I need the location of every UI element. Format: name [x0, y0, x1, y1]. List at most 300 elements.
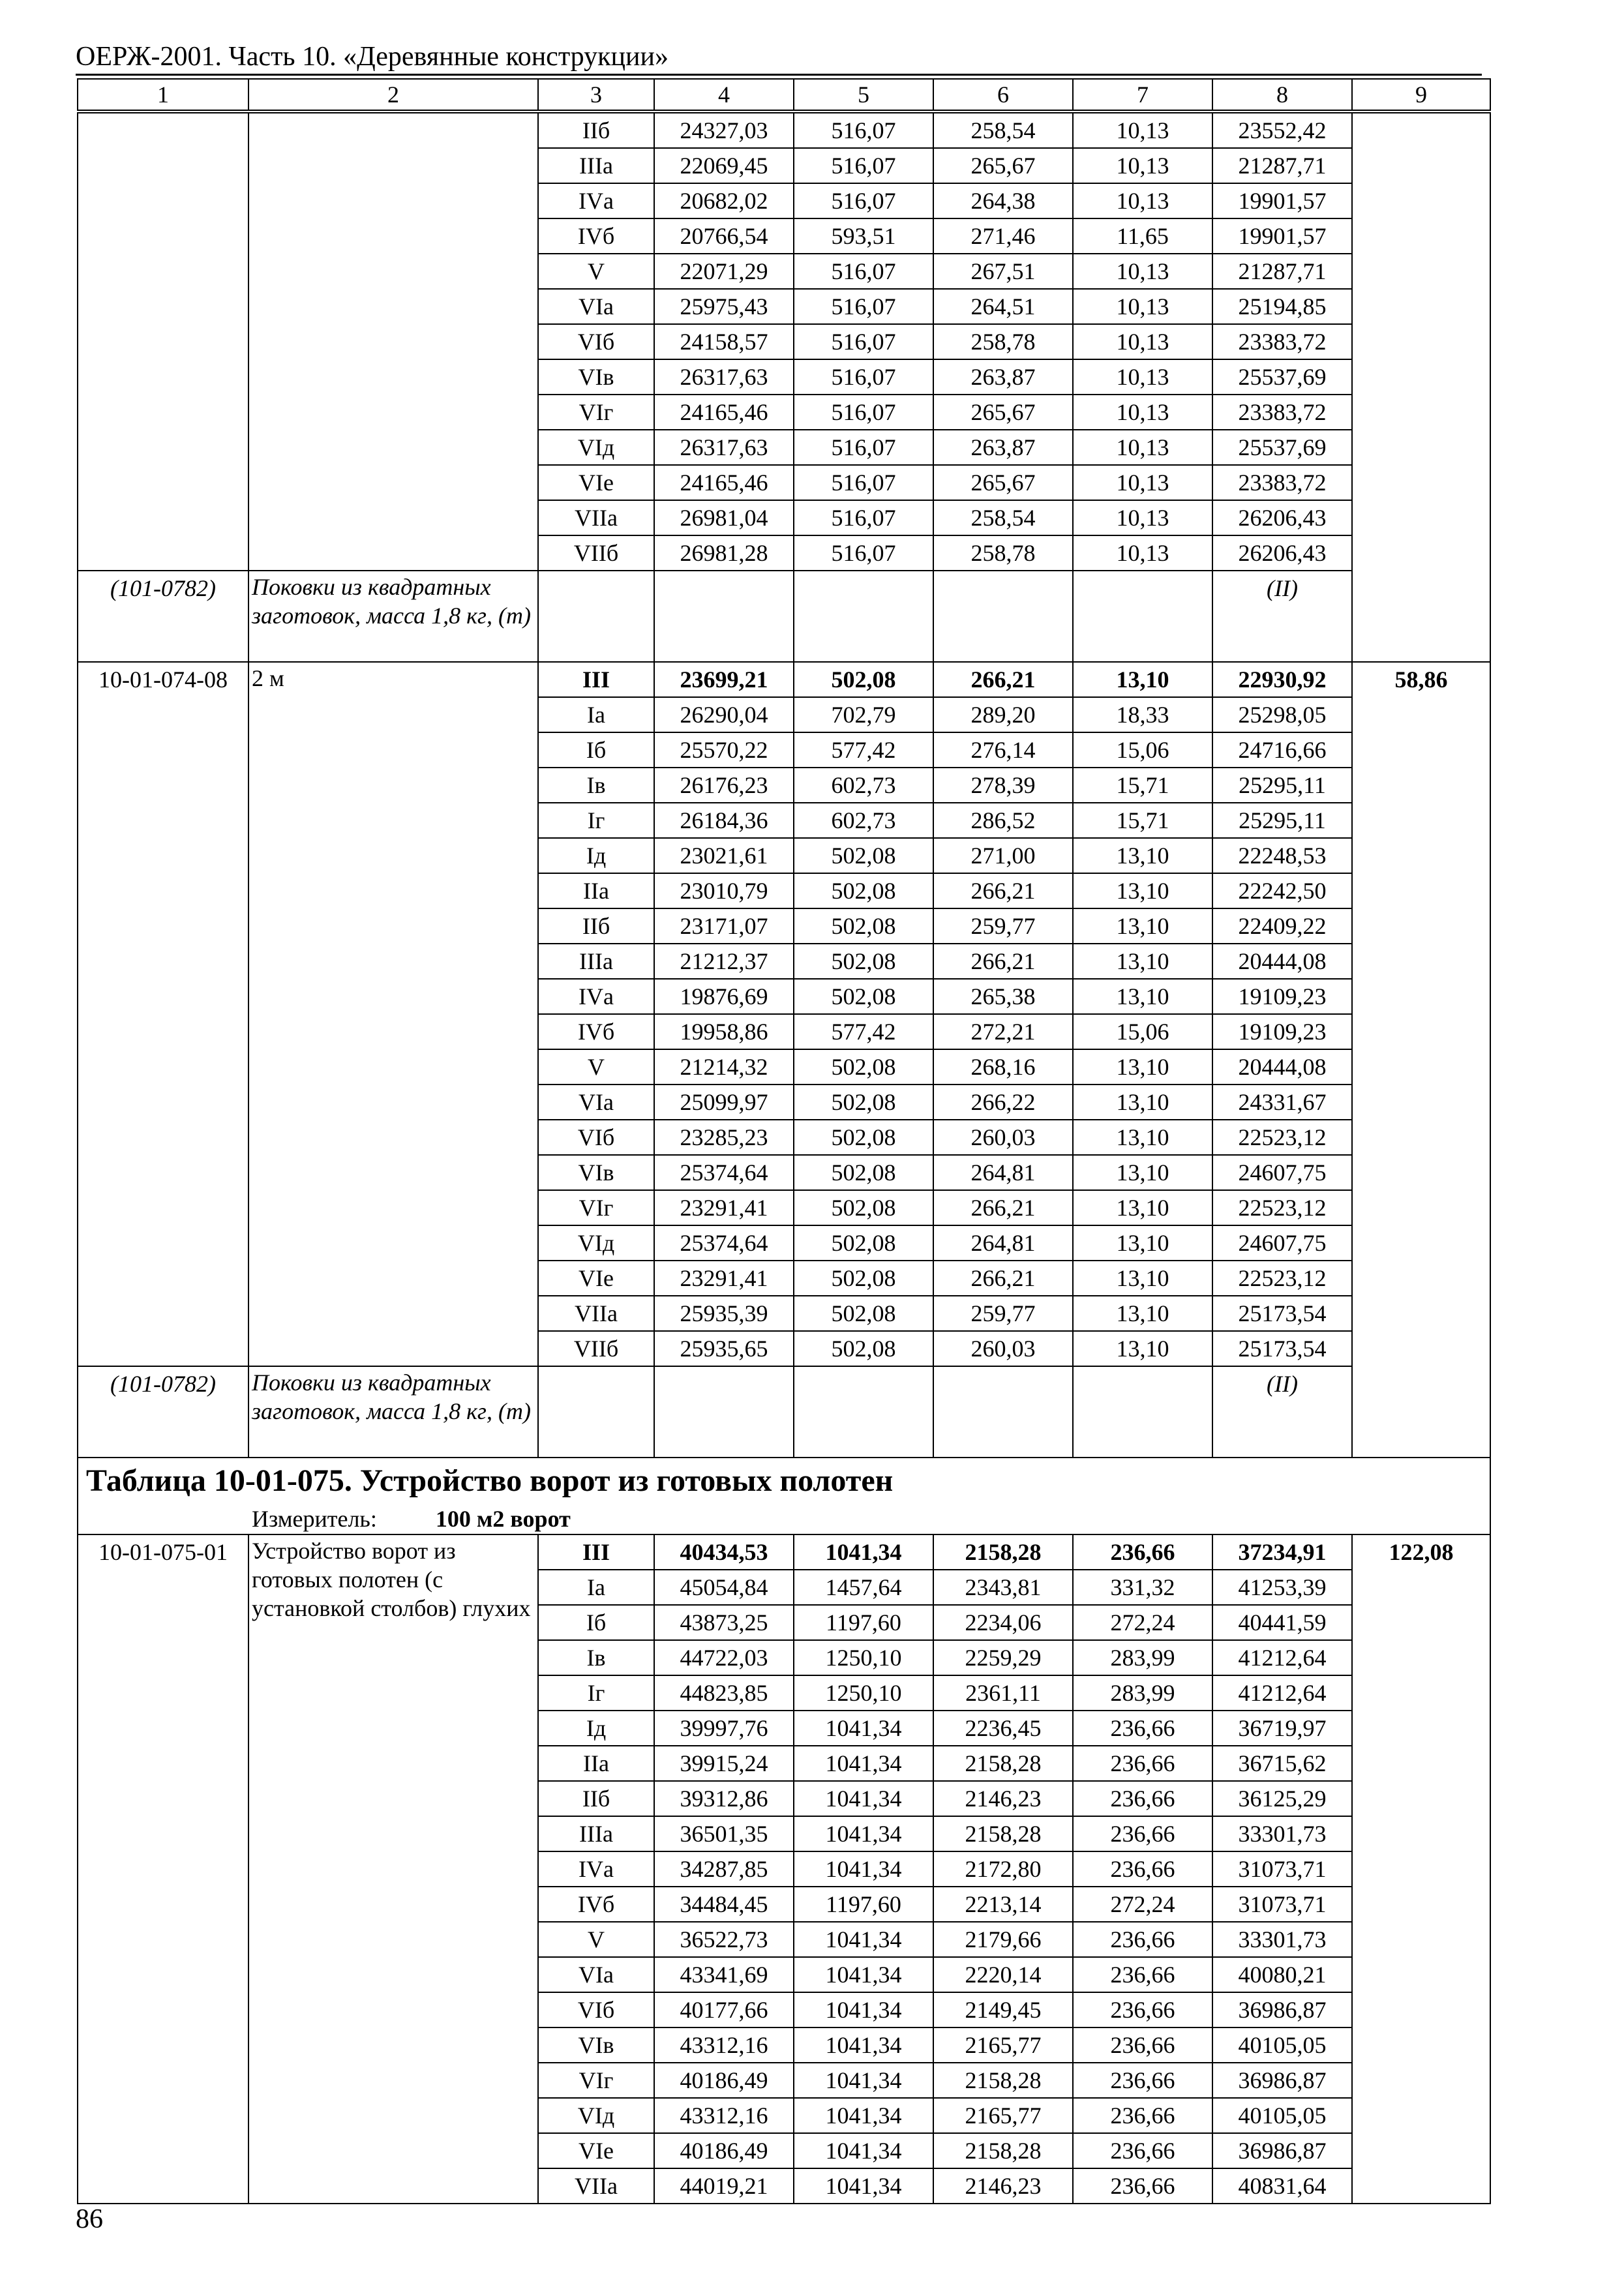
- value-cell: 19958,86: [654, 1014, 794, 1049]
- zone-cell: VIд: [538, 2098, 654, 2133]
- value-cell: 10,13: [1073, 465, 1212, 500]
- page-number: 86: [76, 2204, 103, 2234]
- value-cell: 23383,72: [1212, 324, 1352, 359]
- value-cell: 502,08: [794, 1225, 933, 1261]
- value-cell: 25298,05: [1212, 697, 1352, 732]
- empty-cell: [538, 571, 654, 662]
- value-cell: 1041,34: [794, 1922, 933, 1957]
- value-cell: 34287,85: [654, 1851, 794, 1887]
- value-cell: 502,08: [794, 1049, 933, 1085]
- value-cell: 13,10: [1073, 944, 1212, 979]
- value-cell: 1250,10: [794, 1675, 933, 1711]
- zone-cell: Iг: [538, 1675, 654, 1711]
- value-cell: 516,07: [794, 430, 933, 465]
- value-cell: 516,07: [794, 500, 933, 535]
- value-cell: 264,81: [933, 1155, 1073, 1190]
- value-cell: 577,42: [794, 732, 933, 768]
- value-cell: 2158,28: [933, 1816, 1073, 1851]
- value-cell: 20766,54: [654, 218, 794, 254]
- value-cell: 23291,41: [654, 1190, 794, 1225]
- value-cell: 2220,14: [933, 1957, 1073, 1992]
- value-cell: 502,08: [794, 979, 933, 1014]
- value-cell: 602,73: [794, 768, 933, 803]
- value-cell: 36501,35: [654, 1816, 794, 1851]
- value-cell: 502,08: [794, 662, 933, 697]
- value-cell: 40441,59: [1212, 1605, 1352, 1640]
- column-number-cell: 6: [933, 79, 1073, 110]
- block-10-01-074-08: [78, 662, 1490, 1458]
- zone-cell: VIб: [538, 324, 654, 359]
- value-cell: 34484,45: [654, 1887, 794, 1922]
- value-cell: 502,08: [794, 873, 933, 908]
- empty-cell: [794, 1366, 933, 1458]
- value-cell: 23021,61: [654, 838, 794, 873]
- value-cell: 36715,62: [1212, 1746, 1352, 1781]
- value-cell: 19901,57: [1212, 183, 1352, 218]
- value-cell: 286,52: [933, 803, 1073, 838]
- value-cell: 516,07: [794, 359, 933, 395]
- zone-cell: VIд: [538, 1225, 654, 1261]
- value-cell: 44019,21: [654, 2168, 794, 2204]
- value-cell: 43312,16: [654, 2027, 794, 2063]
- value-cell: 25099,97: [654, 1085, 794, 1120]
- value-cell: 31073,71: [1212, 1887, 1352, 1922]
- value-cell: 1041,34: [794, 1957, 933, 1992]
- zone-cell: V: [538, 1922, 654, 1957]
- value-cell: 2158,28: [933, 2063, 1073, 2098]
- value-cell: 266,21: [933, 662, 1073, 697]
- value-cell: 36986,87: [1212, 2063, 1352, 2098]
- column-number-cell: 3: [538, 79, 654, 110]
- zone-cell: IVб: [538, 1887, 654, 1922]
- value-cell: 22409,22: [1212, 908, 1352, 944]
- value-cell: 23010,79: [654, 873, 794, 908]
- value-cell: 236,66: [1073, 2168, 1212, 2204]
- value-cell: 25173,54: [1212, 1296, 1352, 1331]
- value-cell: 236,66: [1073, 2063, 1212, 2098]
- price-code: [78, 113, 248, 571]
- zone-cell: IIIа: [538, 1816, 654, 1851]
- value-cell: 19109,23: [1212, 1014, 1352, 1049]
- value-cell: 10,13: [1073, 430, 1212, 465]
- value-cell: 26290,04: [654, 697, 794, 732]
- value-cell: 236,66: [1073, 1746, 1212, 1781]
- column-number-cell: 8: [1212, 79, 1352, 110]
- value-cell: 13,10: [1073, 1331, 1212, 1366]
- value-cell: 22523,12: [1212, 1120, 1352, 1155]
- value-cell: 24165,46: [654, 395, 794, 430]
- value-cell: 702,79: [794, 697, 933, 732]
- value-cell: 2158,28: [933, 2133, 1073, 2168]
- value-cell: 40434,53: [654, 1534, 794, 1570]
- value-cell: 41253,39: [1212, 1570, 1352, 1605]
- value-cell: 516,07: [794, 395, 933, 430]
- value-cell: 2165,77: [933, 2027, 1073, 2063]
- value-cell: 15,06: [1073, 1014, 1212, 1049]
- value-cell: 11,65: [1073, 218, 1212, 254]
- zone-cell: VIв: [538, 1155, 654, 1190]
- value-cell: 20682,02: [654, 183, 794, 218]
- value-cell: 236,66: [1073, 1957, 1212, 1992]
- value-cell: 236,66: [1073, 1816, 1212, 1851]
- value-cell: 36522,73: [654, 1922, 794, 1957]
- value-cell: 2158,28: [933, 1746, 1073, 1781]
- empty-cell: [794, 571, 933, 662]
- value-cell: 236,66: [1073, 1851, 1212, 1887]
- value-cell: 236,66: [1073, 2133, 1212, 2168]
- value-cell: 24158,57: [654, 324, 794, 359]
- zone-cell: VIв: [538, 359, 654, 395]
- value-cell: 21214,32: [654, 1049, 794, 1085]
- zone-cell: VIв: [538, 2027, 654, 2063]
- value-cell: 13,10: [1073, 1190, 1212, 1225]
- table-row: [78, 662, 1490, 697]
- value-cell: 283,99: [1073, 1640, 1212, 1675]
- zone-cell: VIг: [538, 2063, 654, 2098]
- zone-cell: VIб: [538, 1992, 654, 2027]
- value-cell: 13,10: [1073, 838, 1212, 873]
- value-cell: 266,21: [933, 944, 1073, 979]
- column-number-cell: 1: [78, 79, 248, 110]
- value-cell: 25295,11: [1212, 803, 1352, 838]
- value-cell: 502,08: [794, 1190, 933, 1225]
- value-cell: 1041,34: [794, 1992, 933, 2027]
- value-cell: 577,42: [794, 1014, 933, 1049]
- value-cell: 271,46: [933, 218, 1073, 254]
- value-cell: 24716,66: [1212, 732, 1352, 768]
- value-cell: 23291,41: [654, 1261, 794, 1296]
- zone-cell: Iв: [538, 768, 654, 803]
- value-cell: 13,10: [1073, 662, 1212, 697]
- value-cell: 502,08: [794, 1296, 933, 1331]
- value-cell: 1457,64: [794, 1570, 933, 1605]
- zone-cell: VIб: [538, 1120, 654, 1155]
- value-cell: 2172,80: [933, 1851, 1073, 1887]
- value-cell: 15,71: [1073, 803, 1212, 838]
- value-cell: 266,22: [933, 1085, 1073, 1120]
- value-cell: 236,66: [1073, 2098, 1212, 2133]
- value-cell: 258,78: [933, 324, 1073, 359]
- value-cell: 272,24: [1073, 1605, 1212, 1640]
- value-cell: 25537,69: [1212, 430, 1352, 465]
- empty-cell: [1073, 571, 1212, 662]
- column-number-cell: 9: [1352, 79, 1490, 110]
- measure-row: [78, 1504, 1490, 1534]
- value-cell: 502,08: [794, 944, 933, 979]
- value-cell: 260,03: [933, 1331, 1073, 1366]
- value-cell: 266,21: [933, 1261, 1073, 1296]
- zone-cell: VIIа: [538, 1296, 654, 1331]
- labor-cost: 58,86: [1352, 662, 1490, 1458]
- value-cell: 267,51: [933, 254, 1073, 289]
- column-number-cell: 4: [654, 79, 794, 110]
- value-cell: 10,13: [1073, 113, 1212, 148]
- value-cell: 19109,23: [1212, 979, 1352, 1014]
- measure-label: Измеритель:: [252, 1506, 377, 1532]
- labor-cost: 122,08: [1352, 1534, 1490, 2204]
- empty-cell: [654, 571, 794, 662]
- value-cell: 24331,67: [1212, 1085, 1352, 1120]
- value-cell: 1041,34: [794, 1851, 933, 1887]
- value-cell: 41212,64: [1212, 1640, 1352, 1675]
- value-cell: 2213,14: [933, 1887, 1073, 1922]
- value-cell: 2234,06: [933, 1605, 1073, 1640]
- zone-cell: III: [538, 1534, 654, 1570]
- value-cell: 10,13: [1073, 254, 1212, 289]
- value-cell: 26981,28: [654, 535, 794, 571]
- zone-cell: VIе: [538, 2133, 654, 2168]
- value-cell: 31073,71: [1212, 1851, 1352, 1887]
- value-cell: 24607,75: [1212, 1225, 1352, 1261]
- value-cell: 26206,43: [1212, 535, 1352, 571]
- value-cell: 43312,16: [654, 2098, 794, 2133]
- empty-cell: [654, 1366, 794, 1458]
- value-cell: 236,66: [1073, 1992, 1212, 2027]
- value-cell: 278,39: [933, 768, 1073, 803]
- block-10-01-075-01: [78, 1534, 1490, 2204]
- value-cell: 2179,66: [933, 1922, 1073, 1957]
- value-cell: 1041,34: [794, 1711, 933, 1746]
- value-cell: 19901,57: [1212, 218, 1352, 254]
- labor-cost: [1352, 113, 1490, 662]
- value-cell: 26981,04: [654, 500, 794, 535]
- value-cell: 516,07: [794, 113, 933, 148]
- zone-cell: VIе: [538, 465, 654, 500]
- value-cell: 10,13: [1073, 500, 1212, 535]
- value-cell: 236,66: [1073, 1781, 1212, 1816]
- value-cell: 283,99: [1073, 1675, 1212, 1711]
- value-cell: 22248,53: [1212, 838, 1352, 873]
- value-cell: 36719,97: [1212, 1711, 1352, 1746]
- zone-cell: VIа: [538, 289, 654, 324]
- empty-cell: [1073, 1366, 1212, 1458]
- value-cell: 1041,34: [794, 1534, 933, 1570]
- value-cell: 236,66: [1073, 1534, 1212, 1570]
- section-title-row: [78, 1458, 1490, 1504]
- value-cell: 15,71: [1073, 768, 1212, 803]
- value-cell: 13,10: [1073, 873, 1212, 908]
- value-cell: 1041,34: [794, 2168, 933, 2204]
- value-cell: 36125,29: [1212, 1781, 1352, 1816]
- resource-code: (101-0782): [78, 571, 248, 662]
- column-number-cell: 2: [248, 79, 538, 110]
- value-cell: 22930,92: [1212, 662, 1352, 697]
- column-number-cell: 5: [794, 79, 933, 110]
- value-cell: 265,38: [933, 979, 1073, 1014]
- zone-cell: VIг: [538, 1190, 654, 1225]
- value-cell: 36986,87: [1212, 2133, 1352, 2168]
- zone-cell: VIIа: [538, 2168, 654, 2204]
- value-cell: 10,13: [1073, 183, 1212, 218]
- value-cell: 26206,43: [1212, 500, 1352, 535]
- value-cell: 25173,54: [1212, 1331, 1352, 1366]
- value-cell: 33301,73: [1212, 1922, 1352, 1957]
- value-cell: 1041,34: [794, 1746, 933, 1781]
- value-cell: 502,08: [794, 1331, 933, 1366]
- value-cell: 10,13: [1073, 535, 1212, 571]
- value-cell: 41212,64: [1212, 1675, 1352, 1711]
- value-cell: 10,13: [1073, 324, 1212, 359]
- value-cell: 516,07: [794, 183, 933, 218]
- value-cell: 40105,05: [1212, 2027, 1352, 2063]
- value-cell: 258,54: [933, 113, 1073, 148]
- measure-value: 100 м2 ворот: [435, 1506, 571, 1532]
- value-cell: 502,08: [794, 908, 933, 944]
- value-cell: 516,07: [794, 535, 933, 571]
- value-cell: 25374,64: [654, 1225, 794, 1261]
- section-title: Таблица 10-01-075. Устройство ворот из готовых полотен: [78, 1458, 1490, 1504]
- value-cell: 25935,65: [654, 1331, 794, 1366]
- value-cell: 516,07: [794, 465, 933, 500]
- measure-cell: [78, 1504, 1490, 1534]
- page-header-title: ОЕРЖ-2001. Часть 10. «Деревянные конструкции»: [76, 42, 669, 72]
- resource-name: Поковки из квадратных заготовок, масса 1,8 кг, (т): [248, 1366, 538, 1458]
- value-cell: 26176,23: [654, 768, 794, 803]
- value-cell: 39312,86: [654, 1781, 794, 1816]
- value-cell: 260,03: [933, 1120, 1073, 1155]
- zone-cell: V: [538, 254, 654, 289]
- table-row: [78, 1534, 1490, 1570]
- value-cell: 13,10: [1073, 1085, 1212, 1120]
- value-cell: 39915,24: [654, 1746, 794, 1781]
- value-cell: 265,67: [933, 465, 1073, 500]
- value-cell: 23285,23: [654, 1120, 794, 1155]
- value-cell: 1041,34: [794, 2133, 933, 2168]
- work-name: 2 м: [248, 662, 538, 1366]
- empty-cell: [933, 571, 1073, 662]
- value-cell: 13,10: [1073, 908, 1212, 944]
- zone-cell: VIд: [538, 430, 654, 465]
- zone-cell: IVб: [538, 1014, 654, 1049]
- value-cell: 13,10: [1073, 1296, 1212, 1331]
- zone-cell: VIIа: [538, 500, 654, 535]
- value-cell: 44823,85: [654, 1675, 794, 1711]
- value-cell: 272,21: [933, 1014, 1073, 1049]
- zone-cell: IIб: [538, 908, 654, 944]
- value-cell: 289,20: [933, 697, 1073, 732]
- value-cell: 44722,03: [654, 1640, 794, 1675]
- value-cell: 39997,76: [654, 1711, 794, 1746]
- value-cell: 516,07: [794, 148, 933, 183]
- zone-cell: Iб: [538, 732, 654, 768]
- value-cell: 502,08: [794, 1155, 933, 1190]
- value-cell: 602,73: [794, 803, 933, 838]
- value-cell: 516,07: [794, 324, 933, 359]
- price-table: [77, 112, 1491, 2204]
- value-cell: 1197,60: [794, 1887, 933, 1922]
- zone-cell: IIIа: [538, 148, 654, 183]
- value-cell: 22071,29: [654, 254, 794, 289]
- zone-cell: III: [538, 662, 654, 697]
- work-name: Устройство ворот из готовых полотен (с установкой столбов) глухих: [248, 1534, 538, 2204]
- block-1074-07-continued: [78, 113, 1490, 662]
- value-cell: 23171,07: [654, 908, 794, 944]
- value-cell: 268,16: [933, 1049, 1073, 1085]
- value-cell: 266,21: [933, 1190, 1073, 1225]
- header-divider: [76, 74, 1482, 76]
- value-cell: 43341,69: [654, 1957, 794, 1992]
- value-cell: 22242,50: [1212, 873, 1352, 908]
- value-cell: 2146,23: [933, 1781, 1073, 1816]
- value-cell: 265,67: [933, 395, 1073, 430]
- value-cell: 25570,22: [654, 732, 794, 768]
- value-cell: 40186,49: [654, 2133, 794, 2168]
- value-cell: 25935,39: [654, 1296, 794, 1331]
- zone-cell: Iд: [538, 838, 654, 873]
- value-cell: 40177,66: [654, 1992, 794, 2027]
- value-cell: 40080,21: [1212, 1957, 1352, 1992]
- value-cell: 45054,84: [654, 1570, 794, 1605]
- value-cell: 22523,12: [1212, 1261, 1352, 1296]
- value-cell: 33301,73: [1212, 1816, 1352, 1851]
- value-cell: 25374,64: [654, 1155, 794, 1190]
- value-cell: 1041,34: [794, 1816, 933, 1851]
- column-number-row: [78, 79, 1490, 110]
- value-cell: 43873,25: [654, 1605, 794, 1640]
- zone-cell: VIг: [538, 395, 654, 430]
- value-cell: 23383,72: [1212, 395, 1352, 430]
- value-cell: 24165,46: [654, 465, 794, 500]
- value-cell: 259,77: [933, 908, 1073, 944]
- value-cell: 13,10: [1073, 1120, 1212, 1155]
- value-cell: 24607,75: [1212, 1155, 1352, 1190]
- value-cell: 502,08: [794, 838, 933, 873]
- value-cell: 26317,63: [654, 359, 794, 395]
- value-cell: 21212,37: [654, 944, 794, 979]
- value-cell: 516,07: [794, 289, 933, 324]
- value-cell: 236,66: [1073, 1922, 1212, 1957]
- value-cell: 25975,43: [654, 289, 794, 324]
- column-number-cell: 7: [1073, 79, 1212, 110]
- value-cell: 1041,34: [794, 1781, 933, 1816]
- zone-cell: VIе: [538, 1261, 654, 1296]
- value-cell: 13,10: [1073, 1155, 1212, 1190]
- zone-cell: VIа: [538, 1085, 654, 1120]
- value-cell: 263,87: [933, 430, 1073, 465]
- value-cell: 22523,12: [1212, 1190, 1352, 1225]
- zone-cell: Iа: [538, 1570, 654, 1605]
- table-row: [78, 113, 1490, 148]
- value-cell: 13,10: [1073, 1049, 1212, 1085]
- value-cell: 25537,69: [1212, 359, 1352, 395]
- value-cell: 25295,11: [1212, 768, 1352, 803]
- section-table-10-01-075: [78, 1458, 1490, 1534]
- zone-cell: Iг: [538, 803, 654, 838]
- value-cell: 13,10: [1073, 1261, 1212, 1296]
- zone-cell: Iд: [538, 1711, 654, 1746]
- value-cell: 502,08: [794, 1261, 933, 1296]
- value-cell: 24327,03: [654, 113, 794, 148]
- value-cell: 1041,34: [794, 2027, 933, 2063]
- resource-name: Поковки из квадратных заготовок, масса 1,8 кг, (т): [248, 571, 538, 662]
- value-cell: 258,78: [933, 535, 1073, 571]
- zone-cell: VIIб: [538, 535, 654, 571]
- value-cell: 26317,63: [654, 430, 794, 465]
- value-cell: 26184,36: [654, 803, 794, 838]
- value-cell: 272,24: [1073, 1887, 1212, 1922]
- zone-cell: Iб: [538, 1605, 654, 1640]
- value-cell: 21287,71: [1212, 254, 1352, 289]
- price-code: 10-01-075-01: [78, 1534, 248, 2204]
- value-cell: 2343,81: [933, 1570, 1073, 1605]
- work-name: [248, 113, 538, 571]
- empty-cell: [933, 1366, 1073, 1458]
- value-cell: 264,81: [933, 1225, 1073, 1261]
- value-cell: 10,13: [1073, 289, 1212, 324]
- value-cell: 10,13: [1073, 395, 1212, 430]
- value-cell: 40186,49: [654, 2063, 794, 2098]
- value-cell: 502,08: [794, 1085, 933, 1120]
